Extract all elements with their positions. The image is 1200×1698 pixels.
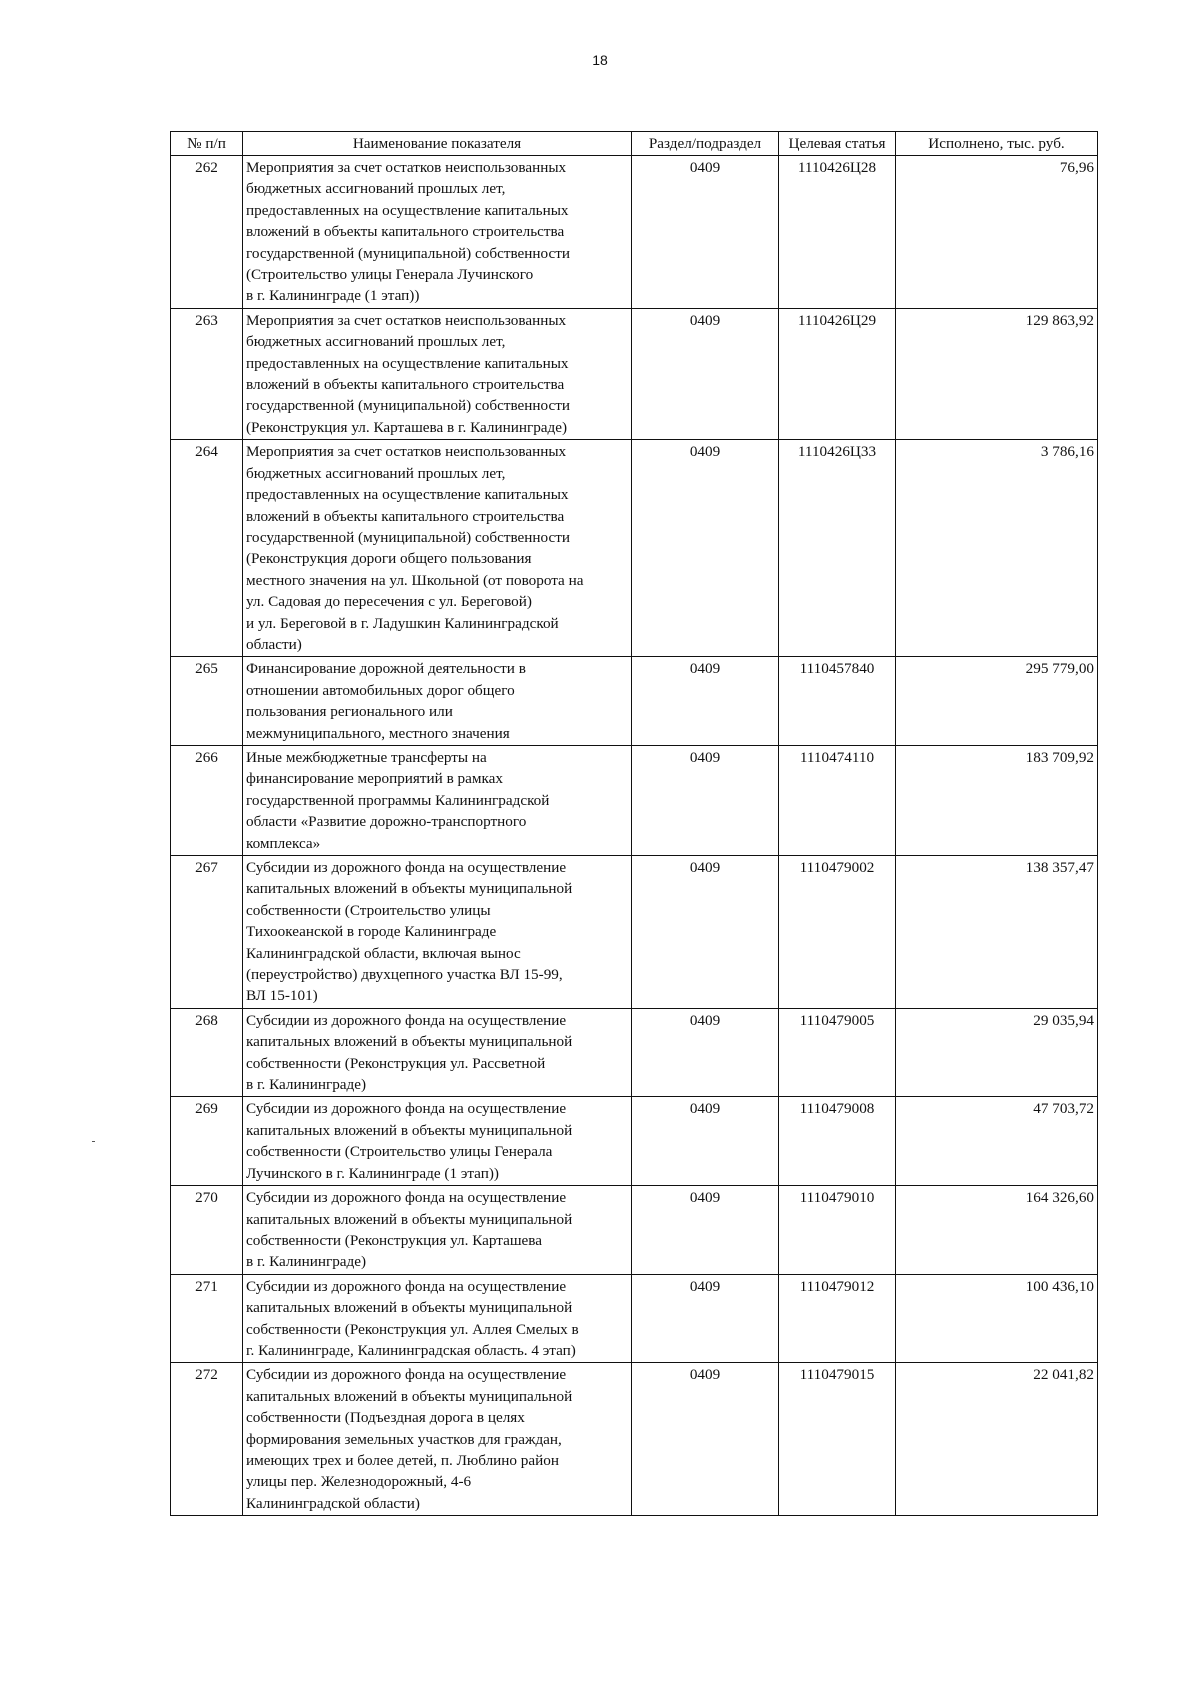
cell-name: Субсидии из дорожного фонда на осуществление капитальных вложений в объекты муниципальной собственности (Реконструкция ул. Аллея Смелых в г. Калининграде, Калининградская область. 4 этап) xyxy=(243,1274,632,1363)
cell-amount: 295 779,00 xyxy=(896,657,1098,746)
header-target: Целевая статья xyxy=(779,132,896,156)
cell-target: 1110426Ц29 xyxy=(779,308,896,439)
table-row xyxy=(171,156,1098,309)
cell-name: Субсидии из дорожного фонда на осуществление капитальных вложений в объекты муниципальной собственности (Реконструкция ул. Карташева в г. Калининграде) xyxy=(243,1186,632,1275)
cell-section: 0409 xyxy=(632,1008,779,1097)
cell-amount: 3 786,16 xyxy=(896,440,1098,657)
scan-speck xyxy=(92,1141,95,1142)
table-row xyxy=(171,1363,1098,1516)
header-no: № п/п xyxy=(171,132,243,156)
budget-execution-table xyxy=(170,131,1098,1516)
cell-no: 269 xyxy=(171,1097,243,1186)
cell-name: Мероприятия за счет остатков неиспользованных бюджетных ассигнований прошлых лет, предоставленных на осуществление капитальных вложений в объекты капитального строительства государственной (муниципальной) собственности (Реконструкция ул. Карташева в г. Калининграде) xyxy=(243,308,632,439)
cell-target: 1110479002 xyxy=(779,856,896,1009)
cell-no: 272 xyxy=(171,1363,243,1516)
cell-no: 267 xyxy=(171,856,243,1009)
cell-section: 0409 xyxy=(632,1097,779,1186)
cell-target: 1110426Ц28 xyxy=(779,156,896,309)
cell-section: 0409 xyxy=(632,1274,779,1363)
cell-name: Субсидии из дорожного фонда на осуществление капитальных вложений в объекты муниципальной собственности (Подъездная дорога в целях формирования земельных участков для граждан, имеющих трех и более детей, п. Люблино район улицы пер. Железнодорожный, 4-6 Калининградской области) xyxy=(243,1363,632,1516)
cell-target: 1110479010 xyxy=(779,1186,896,1275)
cell-target: 1110479008 xyxy=(779,1097,896,1186)
cell-section: 0409 xyxy=(632,156,779,309)
cell-target: 1110474110 xyxy=(779,745,896,855)
cell-no: 262 xyxy=(171,156,243,309)
header-section: Раздел/подраздел xyxy=(632,132,779,156)
cell-no: 270 xyxy=(171,1186,243,1275)
cell-name: Иные межбюджетные трансферты на финансирование мероприятий в рамках государственной программы Калининградской области «Развитие дорожно-транспортного комплекса» xyxy=(243,745,632,855)
cell-no: 266 xyxy=(171,745,243,855)
cell-name: Мероприятия за счет остатков неиспользованных бюджетных ассигнований прошлых лет, предоставленных на осуществление капитальных вложений в объекты капитального строительства государственной (муниципальной) собственности (Реконструкция дороги общего пользования местного значения на ул. Школьной (от поворота на ул. Садовая до пересечения с ул. Береговой) и ул. Береговой в г. Ладушкин Калининградской области) xyxy=(243,440,632,657)
header-name: Наименование показателя xyxy=(243,132,632,156)
cell-section: 0409 xyxy=(632,745,779,855)
cell-amount: 29 035,94 xyxy=(896,1008,1098,1097)
cell-no: 268 xyxy=(171,1008,243,1097)
cell-section: 0409 xyxy=(632,1363,779,1516)
table-body xyxy=(171,156,1098,1516)
cell-target: 1110479005 xyxy=(779,1008,896,1097)
table-row xyxy=(171,1186,1098,1275)
table-row xyxy=(171,1097,1098,1186)
table-row xyxy=(171,440,1098,657)
cell-section: 0409 xyxy=(632,856,779,1009)
cell-no: 271 xyxy=(171,1274,243,1363)
table-header-row xyxy=(171,132,1098,156)
header-amount: Исполнено, тыс. руб. xyxy=(896,132,1098,156)
cell-target: 1110479012 xyxy=(779,1274,896,1363)
cell-no: 263 xyxy=(171,308,243,439)
cell-name: Субсидии из дорожного фонда на осуществление капитальных вложений в объекты муниципальной собственности (Строительство улицы Тихоокеанской в городе Калининграде Калининградской области, включая вынос (переустройство) двухцепного участка ВЛ 15-99, ВЛ 15-101) xyxy=(243,856,632,1009)
cell-name: Мероприятия за счет остатков неиспользованных бюджетных ассигнований прошлых лет, предоставленных на осуществление капитальных вложений в объекты капитального строительства государственной (муниципальной) собственности (Строительство улицы Генерала Лучинского в г. Калининграде (1 этап)) xyxy=(243,156,632,309)
cell-amount: 164 326,60 xyxy=(896,1186,1098,1275)
cell-no: 265 xyxy=(171,657,243,746)
table-row xyxy=(171,657,1098,746)
table-row xyxy=(171,745,1098,855)
cell-section: 0409 xyxy=(632,657,779,746)
cell-section: 0409 xyxy=(632,1186,779,1275)
table-row xyxy=(171,856,1098,1009)
cell-target: 1110457840 xyxy=(779,657,896,746)
cell-amount: 129 863,92 xyxy=(896,308,1098,439)
cell-target: 1110479015 xyxy=(779,1363,896,1516)
table-row xyxy=(171,1008,1098,1097)
cell-section: 0409 xyxy=(632,440,779,657)
cell-name: Финансирование дорожной деятельности в отношении автомобильных дорог общего пользования регионального или межмуниципального, местного значения xyxy=(243,657,632,746)
cell-target: 1110426Ц33 xyxy=(779,440,896,657)
cell-amount: 47 703,72 xyxy=(896,1097,1098,1186)
cell-name: Субсидии из дорожного фонда на осуществление капитальных вложений в объекты муниципальной собственности (Реконструкция ул. Рассветной в г. Калининграде) xyxy=(243,1008,632,1097)
cell-amount: 22 041,82 xyxy=(896,1363,1098,1516)
table-row xyxy=(171,308,1098,439)
page-number: 18 xyxy=(592,52,608,68)
cell-amount: 76,96 xyxy=(896,156,1098,309)
cell-amount: 183 709,92 xyxy=(896,745,1098,855)
cell-amount: 138 357,47 xyxy=(896,856,1098,1009)
cell-name: Субсидии из дорожного фонда на осуществление капитальных вложений в объекты муниципальной собственности (Строительство улицы Генерала Лучинского в г. Калининграде (1 этап)) xyxy=(243,1097,632,1186)
cell-section: 0409 xyxy=(632,308,779,439)
table-row xyxy=(171,1274,1098,1363)
cell-no: 264 xyxy=(171,440,243,657)
cell-amount: 100 436,10 xyxy=(896,1274,1098,1363)
